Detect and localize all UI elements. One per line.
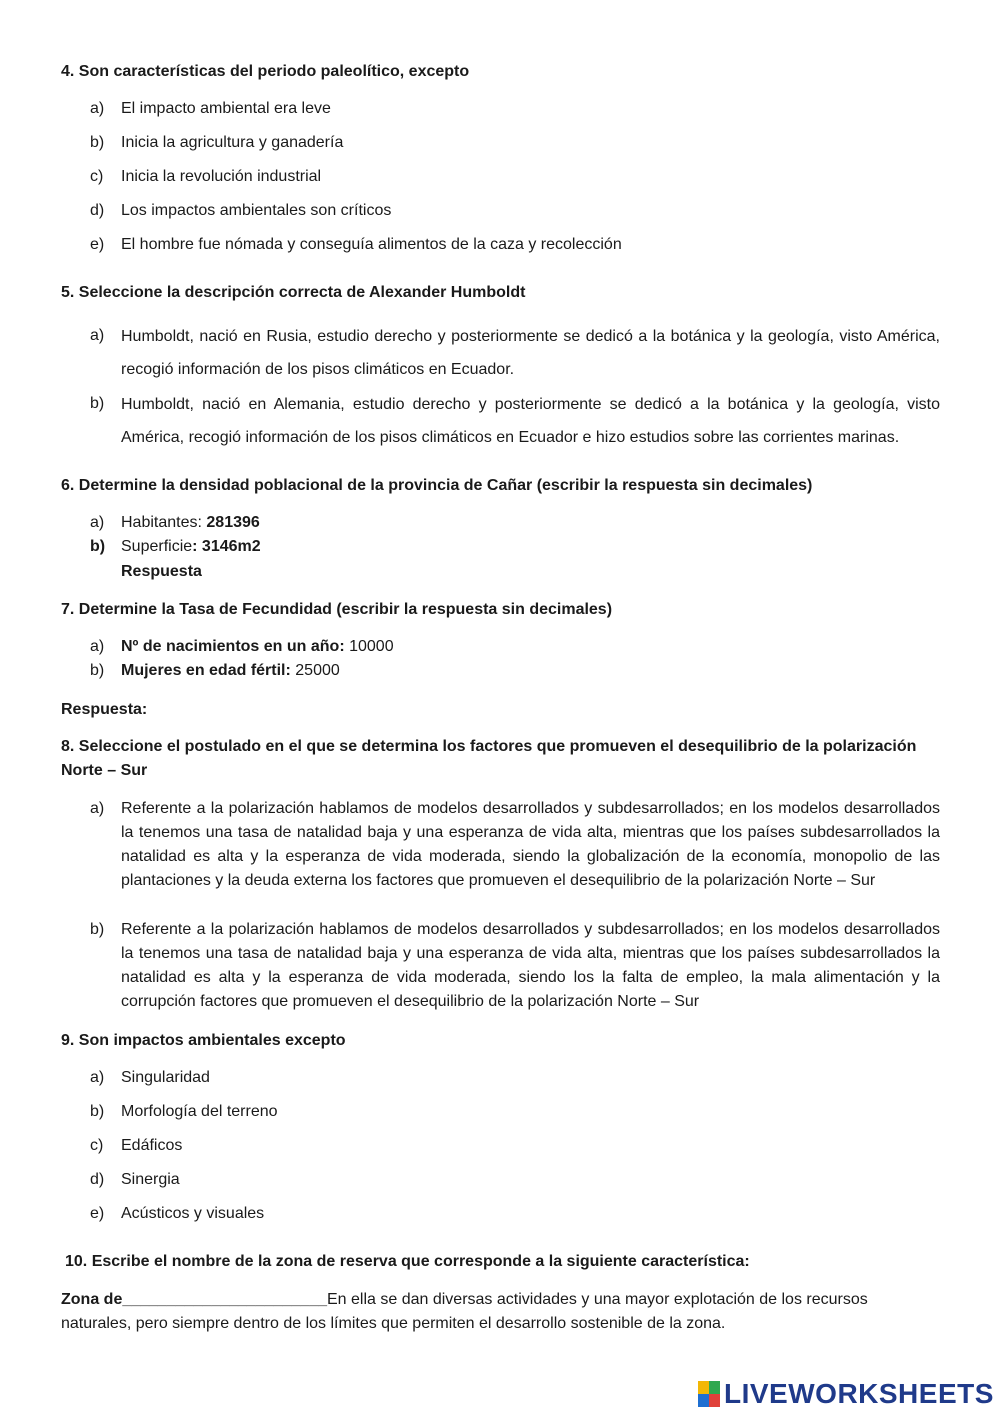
option-letter: e) (90, 1205, 105, 1222)
q9-option-d[interactable] (90, 1168, 940, 1192)
q4-option-b[interactable] (90, 131, 940, 155)
option-letter: c) (90, 168, 104, 185)
option-letter: d) (90, 202, 105, 219)
option-letter: a) (90, 638, 105, 655)
option-letter: d) (90, 1171, 105, 1188)
option-letter: a) (90, 100, 105, 117)
q5-option-b[interactable] (90, 388, 940, 454)
q4-option-d[interactable] (90, 199, 940, 223)
option-text: Sinergia (121, 1171, 180, 1188)
habitantes-value: 281396 (206, 514, 260, 531)
q9-option-b[interactable] (90, 1100, 940, 1124)
question-5-title: 5. Seleccione la descripción correcta de Alexander Humboldt (61, 284, 526, 301)
zone-blank[interactable]: Zona de_______________________ (61, 1291, 327, 1308)
q10-zone-paragraph (61, 1288, 940, 1336)
option-text: Inicia la agricultura y ganadería (121, 134, 344, 151)
liveworksheets-logo-text: LIVEWORKSHEETS (724, 1378, 994, 1409)
option-letter: b) (90, 662, 105, 679)
q6-item-a (90, 511, 940, 535)
option-text: El impacto ambiental era leve (121, 100, 331, 117)
superficie-value: : 3146m2 (192, 538, 261, 555)
option-text: Referente a la polarización hablamos de modelos desarrollados y subdesarrollados; en los modelos desarrollados la tenemos una tasa de natalidad baja y una esperanza de vida alta, mientras que los países subdesarrollados la natalidad es alta y la esperanza de vida moderada, siendo la globalización de la economía, monopolio de las plantaciones y la deuda externa los factores que promueven el desequilibrio de la polarización Norte – Sur (121, 800, 940, 889)
q8-option-a[interactable] (90, 797, 940, 893)
births-label: Nº de nacimientos en un año: (121, 638, 345, 655)
women-value: 25000 (290, 662, 340, 679)
option-text: Humboldt, nació en Rusia, estudio derecho y posteriormente se dedicó a la botánica y la geología, visto América, recogió información de los pisos climáticos en Ecuador. (121, 328, 940, 378)
question-7-title: 7. Determine la Tasa de Fecundidad (escribir la respuesta sin decimales) (61, 601, 613, 618)
option-text: Humboldt, nació en Alemania, estudio derecho y posteriormente se dedicó a la botánica y la geología, visto América, recogió información de los pisos climáticos en Ecuador e hizo estudios sobre las corrientes marinas. (121, 396, 940, 446)
option-text: Singularidad (121, 1069, 210, 1086)
q7-item-b (90, 659, 940, 683)
zone-description: En ella se dan diversas actividades y una mayor explotación de los recursos naturales, pero siempre dentro de los límites que permiten el desarrollo sostenible de la zona. (61, 1291, 868, 1332)
option-text: Los impactos ambientales son críticos (121, 202, 392, 219)
q9-option-e[interactable] (90, 1202, 940, 1226)
option-letter: b) (90, 395, 105, 412)
liveworksheets-logo (698, 1378, 994, 1410)
q7-answer-label[interactable]: Respuesta: (61, 701, 148, 718)
question-10-title: 10. Escribe el nombre de la zona de reserva que corresponde a la siguiente característica: (65, 1253, 750, 1270)
births-value: 10000 (344, 638, 394, 655)
option-letter: c) (90, 1137, 104, 1154)
q6-answer[interactable] (90, 560, 940, 584)
q8-option-b[interactable] (90, 918, 940, 1014)
option-text: Edáficos (121, 1137, 183, 1154)
question-8-title: 8. Seleccione el postulado en el que se determina los factores que promueven el desequilibrio de la polarización Norte – Sur (61, 738, 917, 779)
q5-option-a[interactable] (90, 320, 940, 386)
q4-option-c[interactable] (90, 165, 940, 189)
option-text: Morfología del terreno (121, 1103, 278, 1120)
option-letter: b) (90, 134, 105, 151)
q4-option-a[interactable] (90, 97, 940, 121)
option-text: Referente a la polarización hablamos de modelos desarrollados y subdesarrollados; en los modelos desarrollados la tenemos una tasa de natalidad baja y una esperanza de vida alta, mientras que los países subdesarrollados la natalidad es alta y la esperanza de vida moderada, siendo los la falta de empleo, la mala alimentación y la corrupción factores que promueven el desequilibrio de la polarización Norte – Sur (121, 921, 940, 1010)
question-9-title: 9. Son impactos ambientales excepto (61, 1032, 346, 1049)
women-label: Mujeres en edad fértil: (121, 662, 291, 679)
option-letter: a) (90, 1069, 105, 1086)
option-letter: e) (90, 236, 105, 253)
option-letter: b) (90, 538, 106, 555)
q9-option-a[interactable] (90, 1066, 940, 1090)
q9-option-c[interactable] (90, 1134, 940, 1158)
option-text: El hombre fue nómada y conseguía alimentos de la caza y recolección (121, 236, 622, 253)
question-6-title: 6. Determine la densidad poblacional de la provincia de Cañar (escribir la respuesta sin decimales) (61, 477, 813, 494)
option-text: Inicia la revolución industrial (121, 168, 322, 185)
q6-item-b (90, 535, 940, 559)
habitantes-label: Habitantes: (121, 514, 207, 531)
q4-option-e[interactable] (90, 233, 940, 257)
liveworksheets-logo-mark-icon (698, 1381, 720, 1407)
option-letter: a) (90, 327, 105, 344)
superficie-label: Superficie (121, 538, 193, 555)
answer-label: Respuesta (121, 563, 202, 580)
option-letter: b) (90, 1103, 105, 1120)
option-letter: b) (90, 921, 105, 938)
option-letter: a) (90, 514, 105, 531)
option-letter: a) (90, 800, 105, 817)
q7-item-a (90, 635, 940, 659)
question-4-title: 4. Son características del periodo paleolítico, excepto (61, 63, 470, 80)
option-text: Acústicos y visuales (121, 1205, 265, 1222)
